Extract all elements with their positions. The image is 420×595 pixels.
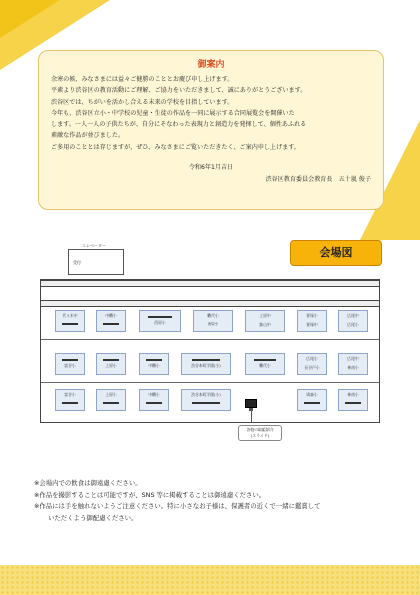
- note-item: ※会場内での飲食は御遠慮ください。: [34, 479, 142, 487]
- decor-footer-band: [0, 565, 420, 595]
- notice-box: [38, 50, 384, 210]
- booth-row2: 渋谷本町学園(小): [181, 353, 231, 375]
- notice-line: 素敵な作品が並びました。: [51, 132, 125, 140]
- booth-row2: 広尾中 神南小: [338, 353, 368, 375]
- monitor-icon: [245, 399, 257, 408]
- booth-row1: 上原中 鉢山中: [245, 310, 285, 332]
- booth-row3: 中幡小: [139, 389, 169, 411]
- booth-row1: 西原小: [139, 310, 181, 332]
- floor-divider: [41, 300, 379, 307]
- note-item: ※作品には手を触れないようご注意ください。特に小さなお子様は、保護者の近くで一緒に鑑賞して: [34, 502, 321, 510]
- notice-line: ご多用のこととは存じますが、ぜひ、みなさまにご覧いただきたく、ご案内申し上げます。: [51, 143, 300, 151]
- floor-plan: [40, 279, 380, 423]
- note-item: ※作品を撮影することは可能ですが、SNS 等に掲載することは御遠慮ください。: [34, 490, 266, 499]
- booth-row3: 鳩森小: [297, 389, 327, 411]
- slide-display-label: 各校の取組紹介 (スライド): [238, 425, 282, 441]
- venue-map-title: 会場図: [290, 240, 382, 266]
- elevator-box: [68, 249, 124, 275]
- notice-line: します。一人一人の子供たちが、自分にそなわった表現力と創造力を発揮して、個性あふれる: [51, 121, 307, 129]
- note-item: いただくよう御配慮ください。: [48, 513, 138, 522]
- booth-row1: 広尾中 広尾小: [338, 310, 368, 332]
- booth-row3: 上原小: [96, 389, 126, 411]
- notice-date: 令和6年1月吉日: [188, 164, 234, 172]
- booth-row2: 広尾小 長谷戸小: [297, 353, 327, 375]
- decor-corner-top-left-dark: [0, 0, 60, 38]
- aisle-line: [41, 382, 379, 383]
- notice-line: 平素より渋谷区の教育活動にご理解、ご協力をいただきまして、誠にありがとうございます。: [51, 87, 307, 95]
- booth-row2: 上原小: [96, 353, 126, 375]
- notes-list: [34, 478, 394, 524]
- notice-line: 今年も、渋谷区立小・中学校の児童・生徒の作品を一同に展示する合同展覧会を開催いた: [51, 109, 295, 117]
- notice-line: 余寒の候、みなさまには益々ご健勝のこととお慶び申し上げます。: [51, 76, 234, 83]
- notice-signature: 渋谷区教育委員会教育長 五十嵐 俊子: [265, 176, 371, 184]
- booth-row2: 幡代小: [245, 353, 285, 375]
- notice-title: 御案内: [197, 60, 225, 70]
- monitor-pointer-line: [251, 411, 252, 423]
- booth-row2: 富谷小: [55, 353, 85, 375]
- booth-row3: 渋谷本町学園(小): [181, 389, 231, 411]
- aisle-line: [41, 339, 379, 340]
- notice-line: 渋谷区では、ちがいを活かし合える未来の学校を目指しています。: [51, 98, 234, 106]
- booth-row1: 幡代小 西原小: [193, 310, 233, 332]
- booth-row3: 富谷小: [55, 389, 85, 411]
- elevator-box-text: 受付: [73, 260, 81, 265]
- booth-row2: 中幡小: [139, 353, 169, 375]
- elevator-label: エレベーター: [82, 243, 106, 248]
- floor-wall-top: [41, 280, 379, 287]
- booth-row3: 神南小: [338, 389, 368, 411]
- booth-row1: 笹塚小 笹塚中: [297, 310, 327, 332]
- booth-row1: 代々木中: [55, 310, 85, 332]
- booth-row1: 中幡小: [96, 310, 126, 332]
